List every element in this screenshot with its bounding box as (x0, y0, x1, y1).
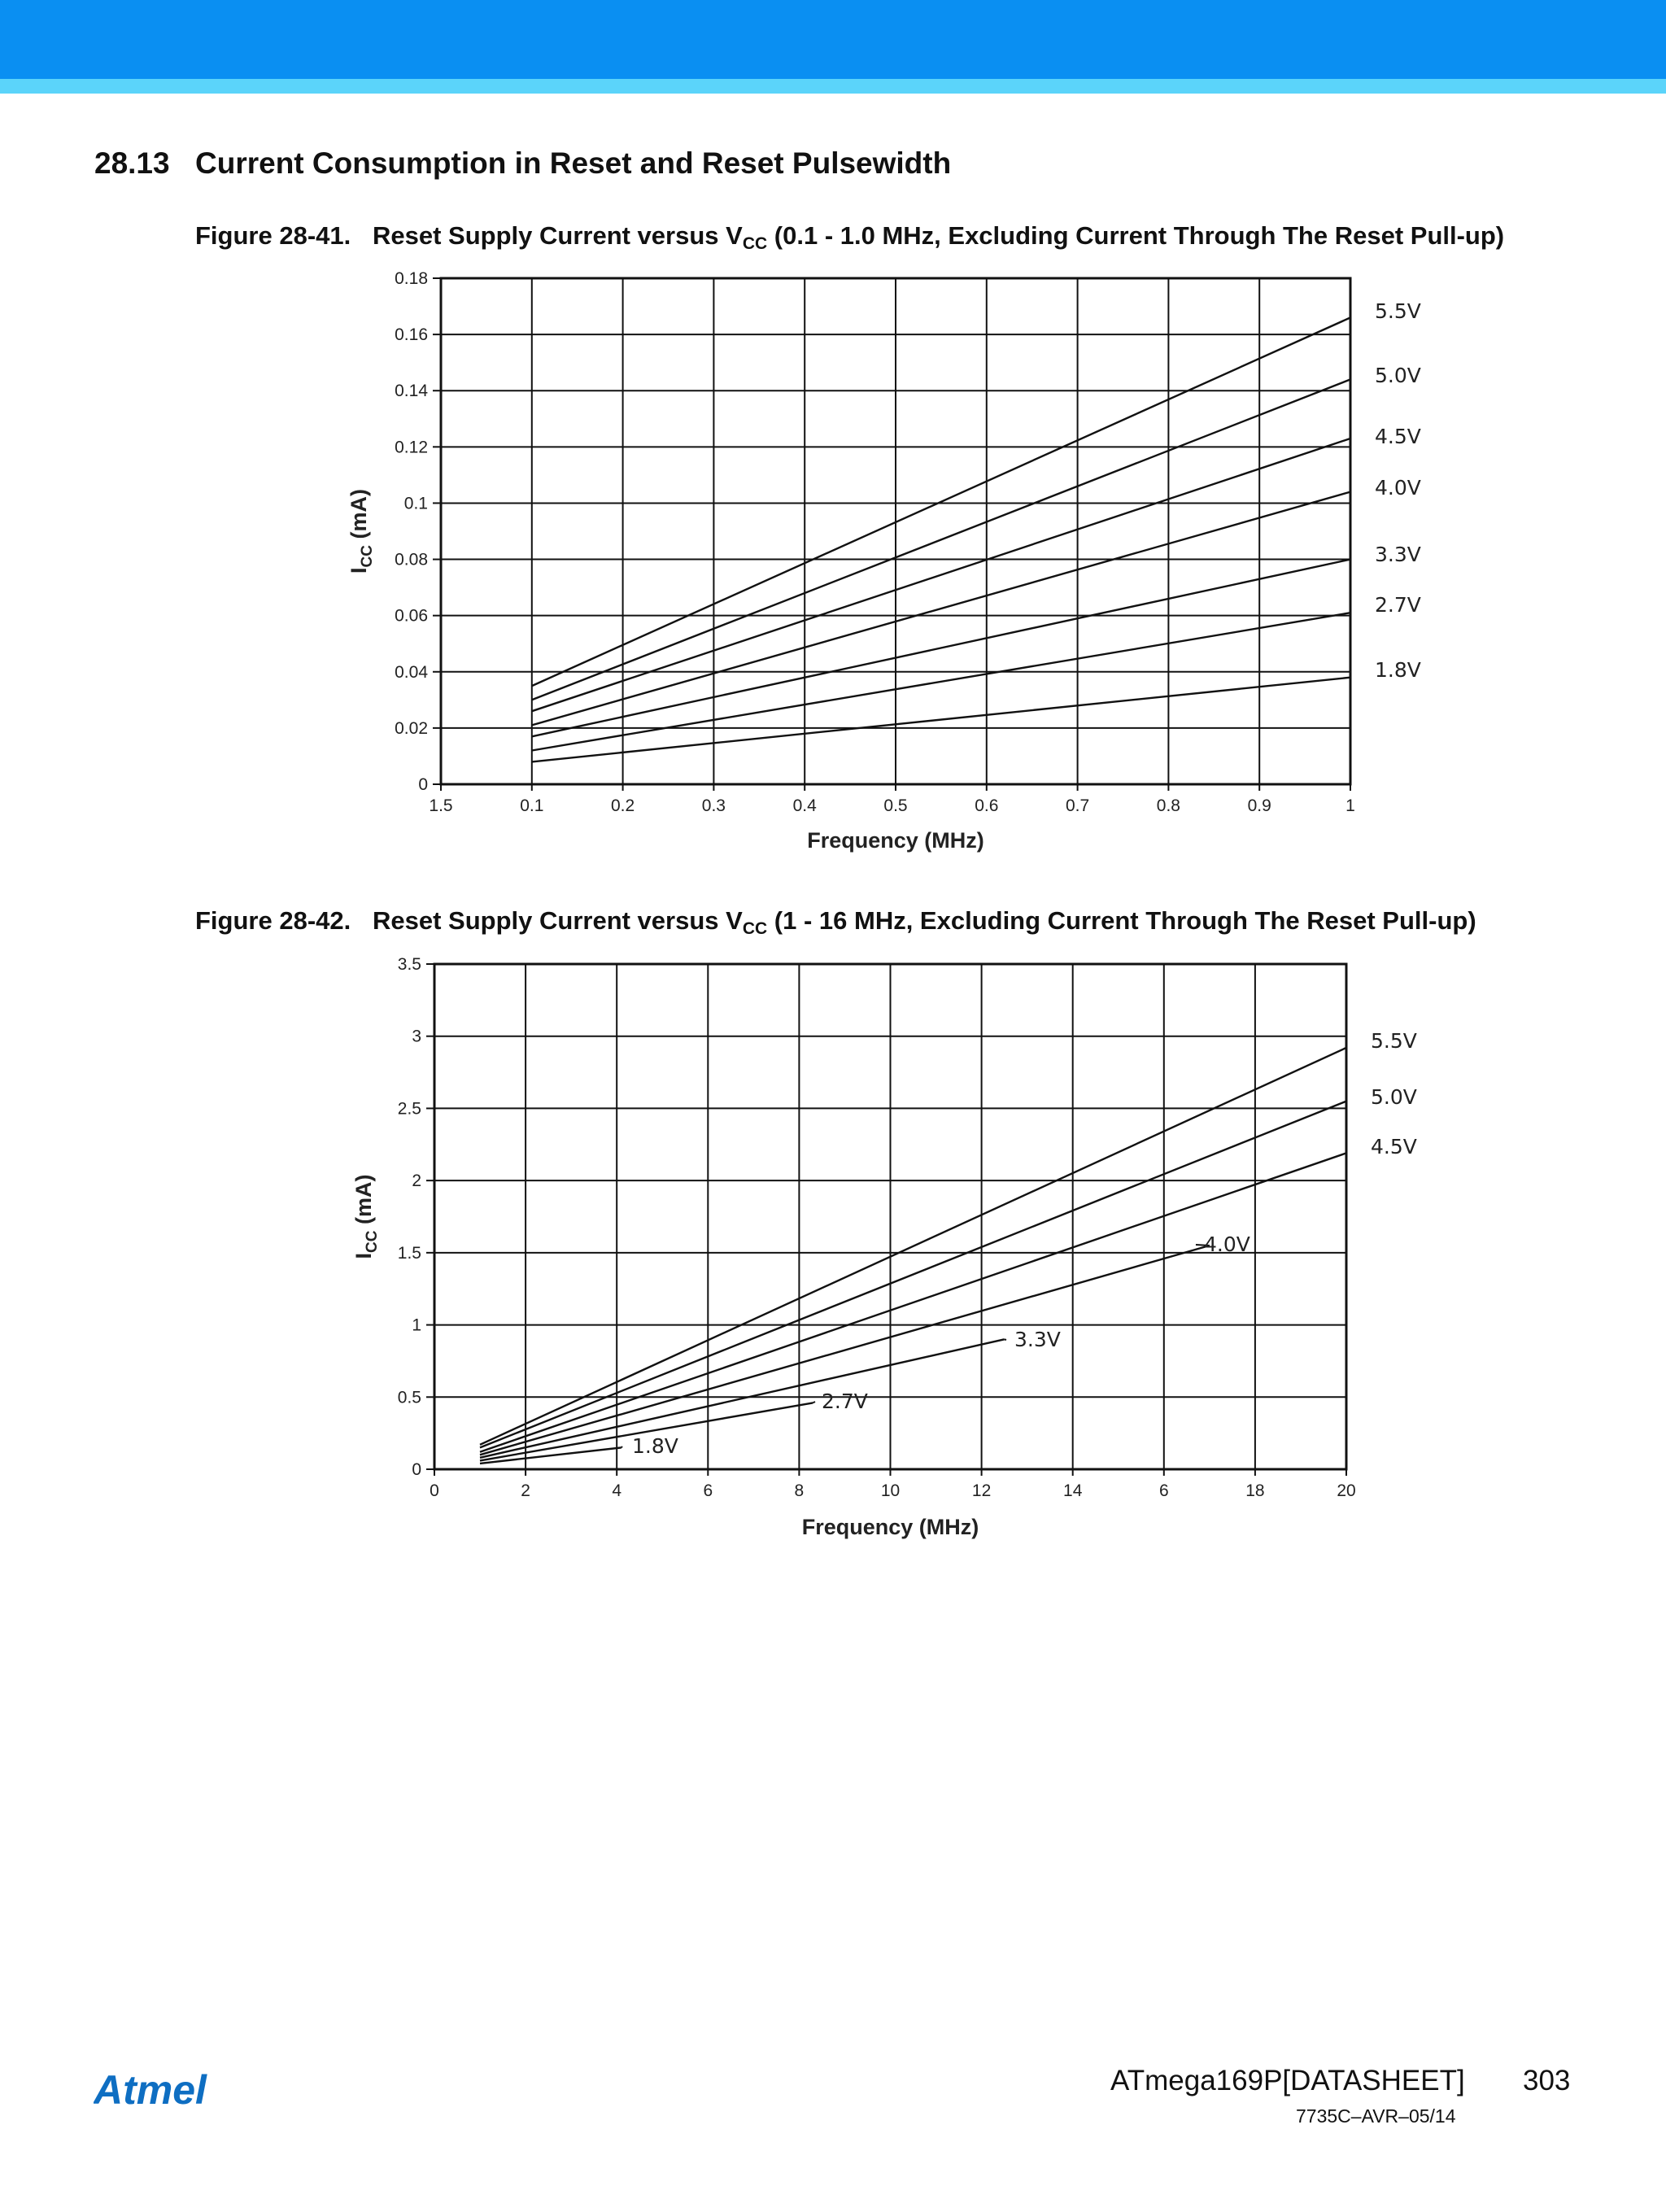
y-tick-label: 2 (412, 1171, 421, 1191)
y-tick-label: 0.02 (395, 718, 428, 738)
x-tick-label: 0.8 (1156, 796, 1181, 815)
series-label-5-5V: 5.5V (1375, 299, 1421, 323)
x-tick-label: 0.6 (975, 796, 999, 815)
series-label-1-8V: 1.8V (1375, 658, 1421, 682)
footer-doc-title: ATmega169P[DATASHEET] (1110, 2065, 1465, 2096)
caption-text-tail: (0.1 - 1.0 MHz, Excluding Current Through The Reset Pull-up) (767, 221, 1505, 250)
x-tick-label: 10 (880, 1481, 901, 1500)
figure-number: Figure 28-41. (195, 221, 351, 250)
x-tick-label: 0.2 (610, 796, 635, 815)
series-label-5-0V: 5.0V (1371, 1085, 1417, 1109)
section-number: 28.13 (94, 146, 170, 180)
x-tick-label: 0.9 (1247, 796, 1271, 815)
x-tick-label: 6 (703, 1481, 713, 1500)
x-tick-label: 2 (521, 1481, 530, 1500)
series-label-4-5V: 4.5V (1375, 425, 1421, 448)
caption-text: Reset Supply Current versus V (373, 906, 743, 935)
series-label-5-0V: 5.0V (1375, 364, 1421, 387)
x-tick-label: 0 (430, 1481, 439, 1500)
y-tick-label: 0.5 (397, 1388, 421, 1407)
series-label-2-7V: 2.7V (1375, 593, 1421, 617)
series-label-1-8V: 1.8V (632, 1434, 678, 1458)
x-tick-label: 14 (1063, 1481, 1083, 1500)
y-tick-label: 0.18 (395, 269, 428, 288)
y-tick-label: 1.5 (397, 1243, 421, 1263)
series-line-5-0V (480, 1102, 1346, 1448)
series-label-4-0V: 4.0V (1204, 1233, 1250, 1256)
series-leader-line (621, 1446, 622, 1447)
series-line-3-3V (480, 1339, 1005, 1458)
y-tick-label: 1 (412, 1315, 421, 1335)
x-tick-label: 0.4 (792, 796, 817, 815)
x-tick-label: 18 (1245, 1481, 1265, 1500)
series-label-5-5V: 5.5V (1371, 1029, 1417, 1053)
x-axis-title: Frequency (MHz) (801, 1515, 979, 1539)
y-axis-title: $I_{CC}$ (mA) (351, 1174, 381, 1259)
atmel-logo (94, 2068, 248, 2114)
x-tick-label: 0.1 (520, 796, 544, 815)
y-tick-label: 0.16 (395, 325, 428, 345)
x-tick-label: 0.3 (701, 796, 726, 815)
y-tick-label: 2.5 (397, 1099, 421, 1119)
series-line-4-5V (480, 1153, 1346, 1451)
caption-text: Reset Supply Current versus V (373, 221, 743, 250)
section-title: Current Consumption in Reset and Reset Pulsewidth (195, 146, 952, 180)
x-tick-label: 6 (1158, 1481, 1169, 1500)
page-number: 303 (1523, 2065, 1571, 2096)
series-line-1-8V (480, 1447, 621, 1464)
y-tick-label: 3.5 (397, 955, 421, 974)
y-tick-label: 0.1 (403, 494, 428, 513)
logo-text: Atmel (94, 2068, 207, 2113)
y-tick-label: 0 (418, 775, 428, 794)
y-tick-label: 0.12 (395, 438, 428, 457)
caption-text-tail: (1 - 16 MHz, Excluding Current Through The Reset Pull-up) (767, 906, 1476, 935)
series-leader-line (813, 1402, 815, 1403)
x-tick-label: 12 (971, 1481, 992, 1500)
series-label-4-5V: 4.5V (1371, 1135, 1417, 1158)
series-label-3-3V: 3.3V (1375, 543, 1421, 566)
figure-number: Figure 28-42. (195, 906, 351, 935)
x-tick-label: 8 (794, 1481, 805, 1500)
series-label-2-7V: 2.7V (822, 1390, 868, 1413)
x-tick-label: 20 (1337, 1481, 1356, 1500)
y-tick-label: 0.04 (395, 662, 428, 682)
series-leader-line (1005, 1339, 1006, 1340)
y-tick-label: 3 (412, 1027, 421, 1046)
x-tick-label: 0.7 (1065, 796, 1090, 815)
series-label-4-0V: 4.0V (1375, 476, 1421, 500)
caption-subscript: CC (742, 919, 768, 938)
x-tick-label: 1.5 (429, 796, 453, 815)
x-tick-label: 0.5 (883, 796, 908, 815)
x-tick-label: 1 (1345, 796, 1355, 815)
y-tick-label: 0.08 (395, 550, 428, 569)
y-tick-label: 0.06 (395, 606, 428, 626)
y-tick-label: 0.14 (395, 382, 428, 401)
caption-subscript: CC (742, 234, 768, 253)
x-tick-label: 4 (612, 1481, 622, 1500)
series-label-3-3V: 3.3V (1014, 1328, 1061, 1351)
y-tick-label: 0 (412, 1460, 421, 1479)
footer-doc-code: 7735C–AVR–05/14 (1296, 2105, 1456, 2127)
x-axis-title: Frequency (MHz) (807, 828, 984, 853)
y-axis-title: $I_{CC}$ (mA) (347, 489, 376, 574)
